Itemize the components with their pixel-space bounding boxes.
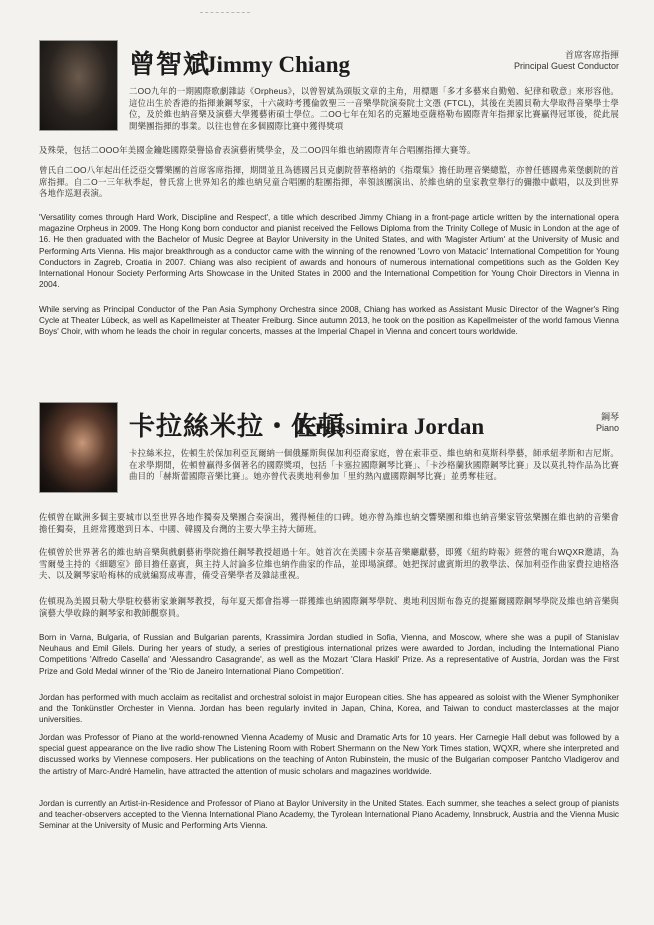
portrait-photo bbox=[39, 402, 118, 493]
bio-paragraph-zh-1b: 及殊榮，包括二OOO年美國金鑰匙國際榮譽協會表演藝術獎學金，及二OO四年維也納國際青年合唱團指揮大賽等。 bbox=[39, 145, 476, 155]
bio-paragraph-en-1: 'Versatility comes through Hard Work, Discipline and Respect', a title which described Jimmy Chiang in a front-page article written by the international opera magazine Orpheus in 2009. The Hong Kong born conductor and pianist received the Fellows Diploma from the Trinity College of Music in London at the age of 16. He then graduated with the Bachelor of Music Degree at Baylor University in the United States, and with 'Magister Artium' at the University of Music and Performing Arts Vienna. His major breakthrough as a conductor came with the winning of the renowned 'Lovro von Matacic' International Competition for Young Conductors in Zagreb, Croatia in 2007. Chiang was also recipient of awards and honours of numerous international competitions such as the Golden Key International Honour Society Performing Arts Showcase in the United States in 2000 and the International Competition for Young Choir Directors in Vienna in 2004. bbox=[39, 213, 619, 290]
name-chinese: 曾智斌 bbox=[129, 50, 211, 80]
bio-paragraph-zh-1: 卡拉絲米拉，佐頓生於保加利亞瓦爾納一個俄羅斯與保加利亞裔家庭，曾在索菲亞、維也納和莫斯科學藝，師承紐孝斯和吉尼斯。在求學期間，佐頓曾贏得多個著名的國際獎項，包括「卡塞拉國際鋼琴比賽」、「卡沙格蘭狄國際鋼琴比賽」及以莫扎特作品為比賽曲目的「赫斯蕾國際音樂比賽」。她亦曾代表奧地利參加「里約熱內盧國際鋼琴比賽」並勇奪桂冠。 bbox=[129, 448, 619, 482]
bio-paragraph-zh-3: 佐頓曾於世界著名的維也納音樂與戲劇藝術學院擔任鋼琴教授超過十年。她首次在美國卡奈基音樂廳獻藝，即獲《紐約時報》經營的電台WQXR邀請，為雪爾曼主持的《細聽室》節目擔任嘉賓，與主持人討論多位維也納作曲家的作品，並即場演繹。她把探討盧賓斯坦的教學法、保加利亞作曲家費拉迪格洛夫、以及鋼琴家哈梅林的成就編寫成專書，備受音樂學者及雜誌重視。 bbox=[39, 547, 619, 581]
bio-paragraph-zh-4: 佐頓現為美國貝勒大學駐校藝術家兼鋼琴教授，每年夏天都會指導一群獲維也納國際鋼琴學院、奧地利因斯布魯克的提羅爾國際鋼琴學院及維也納音樂與演藝大學收錄的鋼琴家和教師觀察員。 bbox=[39, 596, 619, 618]
bio-paragraph-en-2: While serving as Principal Conductor of the Pan Asia Symphony Orchestra since 2008, Chiang has worked as Assistant Music Director of the Wagner's Ring Cycle at Theater Lübeck, as well as Kapellmeister at Theater Freiburg. Since autumn 2013, he took on the position as Kapellmeister of the world famous Vienna Boys' Choir, with whom he leads the choir in regular concerts, masses at the Imperial Chapel in Vienna and concert tours worldwide. bbox=[39, 305, 619, 337]
name-english: Krassimira Jordan bbox=[297, 414, 485, 439]
bio-paragraph-zh-1a: 二OO九年的一期國際歌劇雜誌《Orpheus》，以曾智斌為頭版文章的主角，用標題「多才多藝來自勤勉、紀律和敬意」來形容他。這位出生於香港的指揮兼鋼琴家，十六歲時考獲倫敦聖三一音樂學院演奏院士文憑 (FTCL)，其後在美國貝勒大學取得音樂學士學位，及於維也納音樂及演藝大學獲藝術碩士學位。二OO七年在知名的克羅地亞薩格勒布國際青年指揮家比賽贏得冠軍後，從此展開樂團指揮的事業。以往也曾在多個國際比賽中獲得獎項 bbox=[129, 86, 619, 131]
page-top-mark bbox=[200, 12, 250, 17]
bio-paragraph-en-4: Jordan is currently an Artist-in-Residence and Professor of Piano at Baylor University in the United States. Each summer, she teaches a select group of pianists and teacher-observers accepted to the Vienna International Piano Academy, the Tyrolean International Piano Academy, Innsbruck, Austria and the Vienna Music Seminar at the University of Music and Performing Arts Vienna. bbox=[39, 799, 619, 831]
role-chinese: 首席客席指揮 bbox=[564, 50, 619, 60]
bio-paragraph-en-1: Born in Varna, Bulgaria, of Russian and Bulgarian parents, Krassimira Jordan studied in Sofia, Vienna, and Moscow, where she was a pupil of Stanislav Neuhaus and Emil Gilels. During her years of study, a series of prestigious international prizes were awarded to Jordan, including the International Piano Competitions 'Alfredo Casella' and 'Alessandro Casagrande', as well as the Mozart 'Clara Haskil' Prize. As a representative of Austria, Jordan was the First Prize and Gold Medal winner of the 'Rio de Janeiro International Piano Competition'. bbox=[39, 633, 619, 676]
portrait-photo bbox=[39, 40, 118, 131]
bio-paragraph-zh-2: 佐頓曾在歐洲多個主要城市以至世界各地作獨奏及樂團合奏演出，獲得極佳的口碑。她亦曾為維也納交響樂團和維也納音樂家管弦樂團在維也納的音樂會擔任獨奏，且經常獲邀到日本、中國、韓國及台灣的主要大學主持大師班。 bbox=[39, 512, 619, 534]
name-english: Jimmy Chiang bbox=[205, 52, 351, 77]
bio-paragraph-en-2: Jordan has performed with much acclaim as recitalist and orchestral soloist in major European cities. She has appeared as soloist with the Wiener Symphoniker and the Tonkünstler Orchester in Vienna. Jordan has been regularly invited in Japan, China, Korea, and Taiwan to conduct masterclasses at the major universities. bbox=[39, 693, 619, 725]
bio-paragraph-en-3: Jordan was Professor of Piano at the world-renowned Vienna Academy of Music and Dramatic Arts for 10 years. Her Carnegie Hall debut was followed by a special guest appearance on the live radio show The Listening Room with Robert Shermann on the New York Times station, WQXR, where she interpreted and discussed works by Viennese composers. Her publications on the teaching of Anton Rubinstein, the music of the Bulgarian composer Pantcho Vladigerov and the artistry of Marc-André Hamelin, have attracted the attention of music scholars and magazines worldwide. bbox=[39, 733, 619, 776]
name-header bbox=[129, 44, 619, 78]
role-label bbox=[514, 50, 619, 72]
bio-paragraph-zh-2: 曾氏自二OO八年起出任泛亞交響樂團的首席客席指揮，期間並且為德國呂貝克劇院替華格納的《指環集》擔任助理音樂總監，亦曾任德國弗萊堡劇院的首席指揮。自二O一三年秋季起，曾氏當上世界知名的維也納兒童合唱團的駐團指揮，率領該團演出、於維也納的皇家教堂舉行的彌撒中獻唱，以及到世界各地作巡迴表演。 bbox=[39, 165, 619, 199]
role-label bbox=[596, 412, 619, 434]
name-header bbox=[129, 406, 619, 440]
role-english: Principal Guest Conductor bbox=[513, 61, 619, 71]
role-chinese: 鋼琴 bbox=[600, 412, 619, 422]
role-english: Piano bbox=[595, 423, 619, 433]
name-chinese: 卡拉絲米拉・佐頓 bbox=[129, 412, 346, 442]
